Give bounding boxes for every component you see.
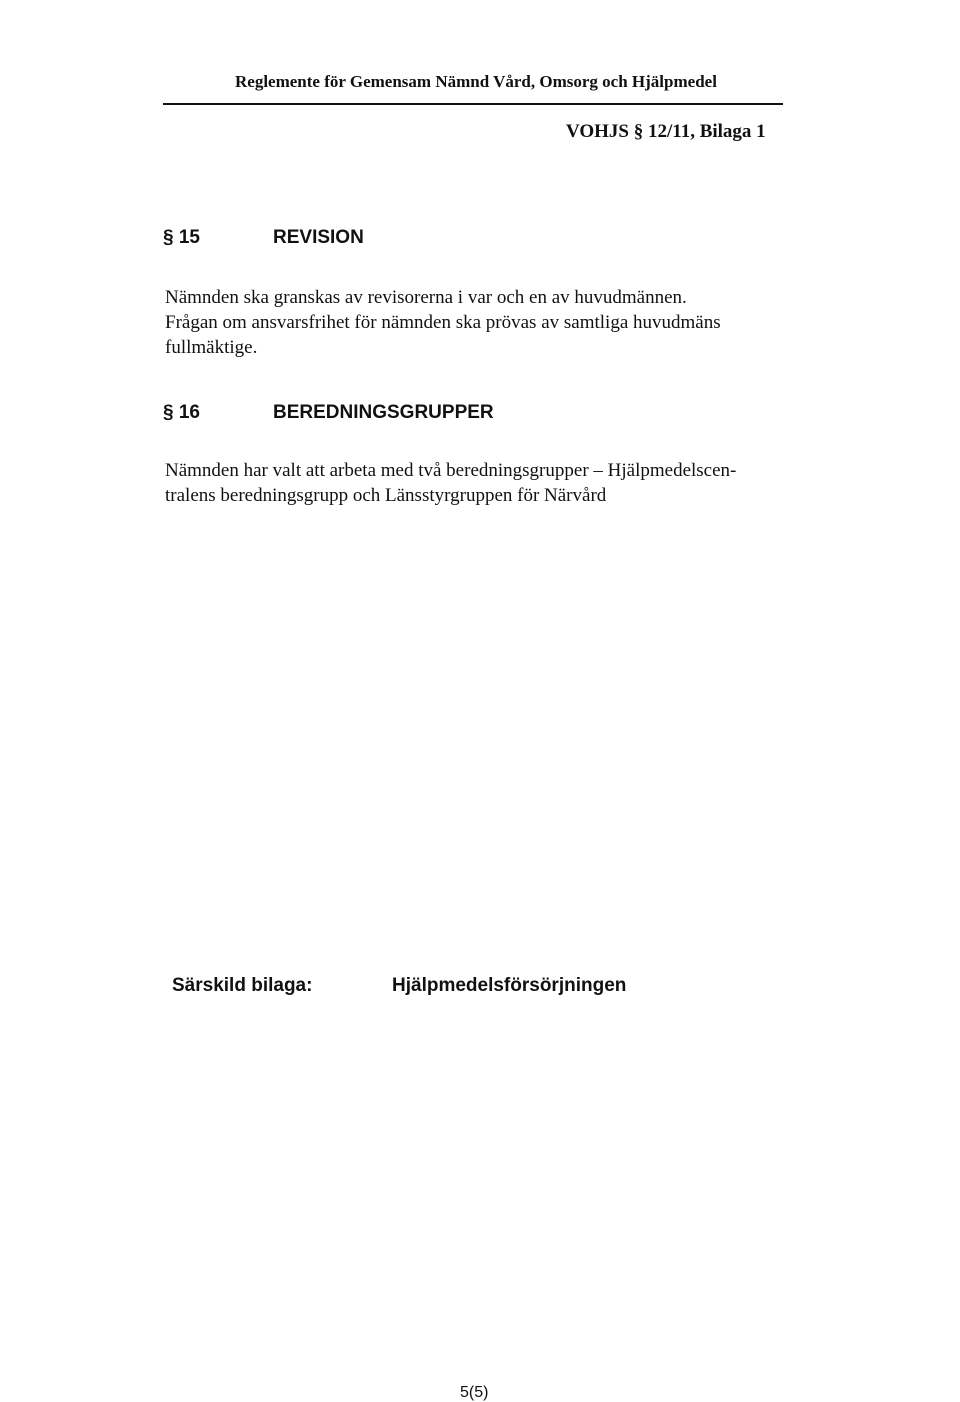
body-line: fullmäktige. (165, 337, 258, 358)
section-title: BEREDNINGSGRUPPER (273, 402, 494, 423)
body-line: Nämnden ska granskas av revisorerna i var och en av huvudmännen. (165, 287, 687, 308)
attachment-label: Särskild bilaga: (172, 975, 313, 996)
document-header-title: Reglemente för Gemensam Nämnd Vård, Omsorg och Hjälpmedel (235, 72, 717, 91)
section-heading-16 (163, 402, 543, 426)
section-title: REVISION (273, 227, 364, 248)
section-body-15 (165, 285, 721, 360)
section-body-16 (165, 458, 736, 508)
section-number: § 16 (163, 402, 200, 423)
body-line: Nämnden har valt att arbeta med två beredningsgrupper – Hjälpmedelscen- (165, 460, 737, 481)
attachment-value: Hjälpmedelsförsörjningen (392, 975, 627, 996)
section-heading-15 (163, 227, 423, 251)
header-divider (163, 103, 783, 105)
document-reference: VOHJS § 12/11, Bilaga 1 (566, 121, 766, 142)
body-line: tralens beredningsgrupp och Länsstyrgruppen för Närvård (165, 485, 607, 506)
body-line: Frågan om ansvarsfrihet för nämnden ska prövas av samtliga huvudmäns (165, 312, 721, 333)
page-number: 5(5) (460, 1384, 489, 1401)
section-number: § 15 (163, 227, 200, 248)
